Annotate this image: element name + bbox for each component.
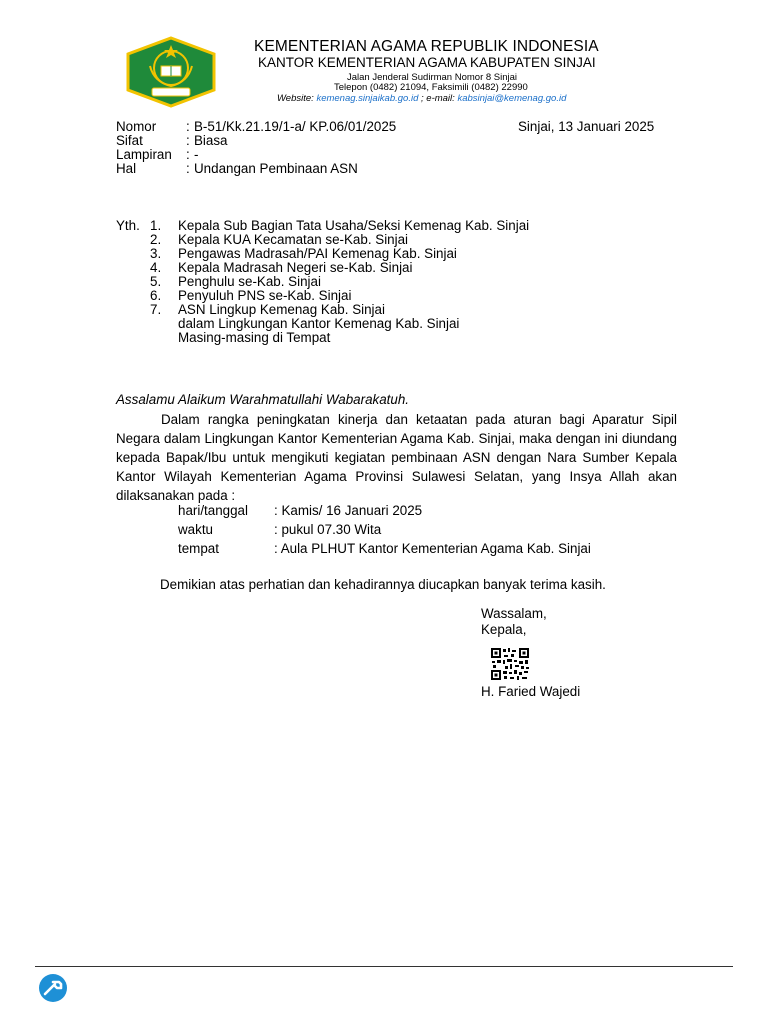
letter-date: Sinjai, 13 Januari 2025 [518,119,655,134]
recipient-number: 4. [150,260,162,275]
ministry-logo [124,36,218,108]
lampiran-value: - [194,147,199,162]
footer-tool-icon [36,973,70,1003]
letterhead-ministry: KEMENTERIAN AGAMA REPUBLIK INDONESIA [254,38,599,55]
recipient-text: Penyuluh PNS se-Kab. Sinjai [178,288,352,303]
colon: : [186,147,190,162]
hal-label: Hal [116,161,137,176]
event-detail-day [178,503,422,518]
recipient-number: 5. [150,274,162,289]
recipient-item [150,232,408,247]
email-link[interactable]: kabsinjai@kemenag.go.id [457,93,567,104]
event-detail-place [178,541,591,556]
recipient-item [150,302,385,317]
website-link[interactable]: kemenag.sinjaikab.go.id [316,93,419,104]
meta-nomor [116,119,396,134]
recipient-text: Penghulu se-Kab. Sinjai [178,274,321,289]
body-paragraph-text: Dalam rangka peningkatan kinerja dan ketaatan pada aturan bagi Aparatur Sipil Negara dalam Lingkungan Kantor Kementerian Agama Kab. Sinjai, maka dengan ini diundang kepada Bapak/Ibu untuk mengikuti kegiatan pembinaan ASN dengan Nara Sumber Kepala Kantor Wilayah Kementerian Agama Provinsi Sulawesi Selatan, yang Insya Allah akan dilaksanakan pada : [116,412,677,503]
recipient-number: 1. [150,218,162,233]
event-detail-time [178,522,381,537]
recipient-number: 7. [150,302,162,317]
recipient-text: ASN Lingkup Kemenag Kab. Sinjai [178,302,385,317]
letterhead-office: KANTOR KEMENTERIAN AGAMA KABUPATEN SINJAI [258,55,596,70]
recipient-number: 3. [150,246,162,261]
lampiran-label: Lampiran [116,147,172,162]
detail-value: : Kamis/ 16 Januari 2025 [274,503,423,518]
body-paragraph [116,410,677,505]
recipient-text: Pengawas Madrasah/PAI Kemenag Kab. Sinjai [178,246,457,261]
letterhead-phone: Telepon (0482) 21094, Faksimili (0482) 22990 [334,82,528,93]
detail-label: hari/tanggal [178,503,248,518]
hal-value: Undangan Pembinaan ASN [194,161,358,176]
recipient-item [150,288,351,303]
recipient-text: Kepala Sub Bagian Tata Usaha/Seksi Kemenag Kab. Sinjai [178,218,530,233]
recipient-destination: Masing-masing di Tempat [178,330,331,345]
meta-lampiran [116,147,198,162]
greeting: Assalamu Alaikum Warahmatullahi Wabarakatuh. [116,392,409,407]
signature-title: Kepala, [481,622,527,637]
detail-label: waktu [178,522,213,537]
nomor-value: B-51/Kk.21.19/1-a/ KP.06/01/2025 [194,119,397,134]
meta-sifat [116,133,228,148]
nomor-label: Nomor [116,119,157,134]
detail-value: : pukul 07.30 Wita [274,522,382,537]
recipient-item [150,246,457,261]
recipient-text: Kepala KUA Kecamatan se-Kab. Sinjai [178,232,409,247]
recipient-item [150,274,321,289]
meta-hal [116,161,358,176]
colon: : [186,161,190,176]
sifat-value: Biasa [194,133,228,148]
signature-salutation: Wassalam, [481,606,547,621]
website-label: Website: [277,93,317,104]
recipient-continuation: dalam Lingkungan Kantor Kemenag Kab. Sinjai [178,316,460,331]
recipient-text: Kepala Madrasah Negeri se-Kab. Sinjai [178,260,413,275]
recipient-number: 6. [150,288,162,303]
detail-label: tempat [178,541,219,556]
recipient-item [150,260,412,275]
recipient-number: 2. [150,232,162,247]
closing-text: Demikian atas perhatian dan kehadirannya diucapkan banyak terima kasih. [160,577,606,592]
colon: : [186,119,190,134]
letterhead-address: Jalan Jenderal Sudirman Nomor 8 Sinjai [347,72,518,83]
recipient-item [150,218,529,233]
recipients-prefix: Yth. [116,218,140,233]
letterhead-contact [277,93,566,104]
sifat-label: Sifat [116,133,143,148]
colon: : [186,133,190,148]
footer-divider [35,966,733,967]
signatory-name: H. Faried Wajedi [481,684,581,699]
detail-value: : Aula PLHUT Kantor Kementerian Agama Kab. Sinjai [274,541,591,556]
email-label: ; e-mail: [418,93,458,104]
qr-code-icon [490,647,530,681]
